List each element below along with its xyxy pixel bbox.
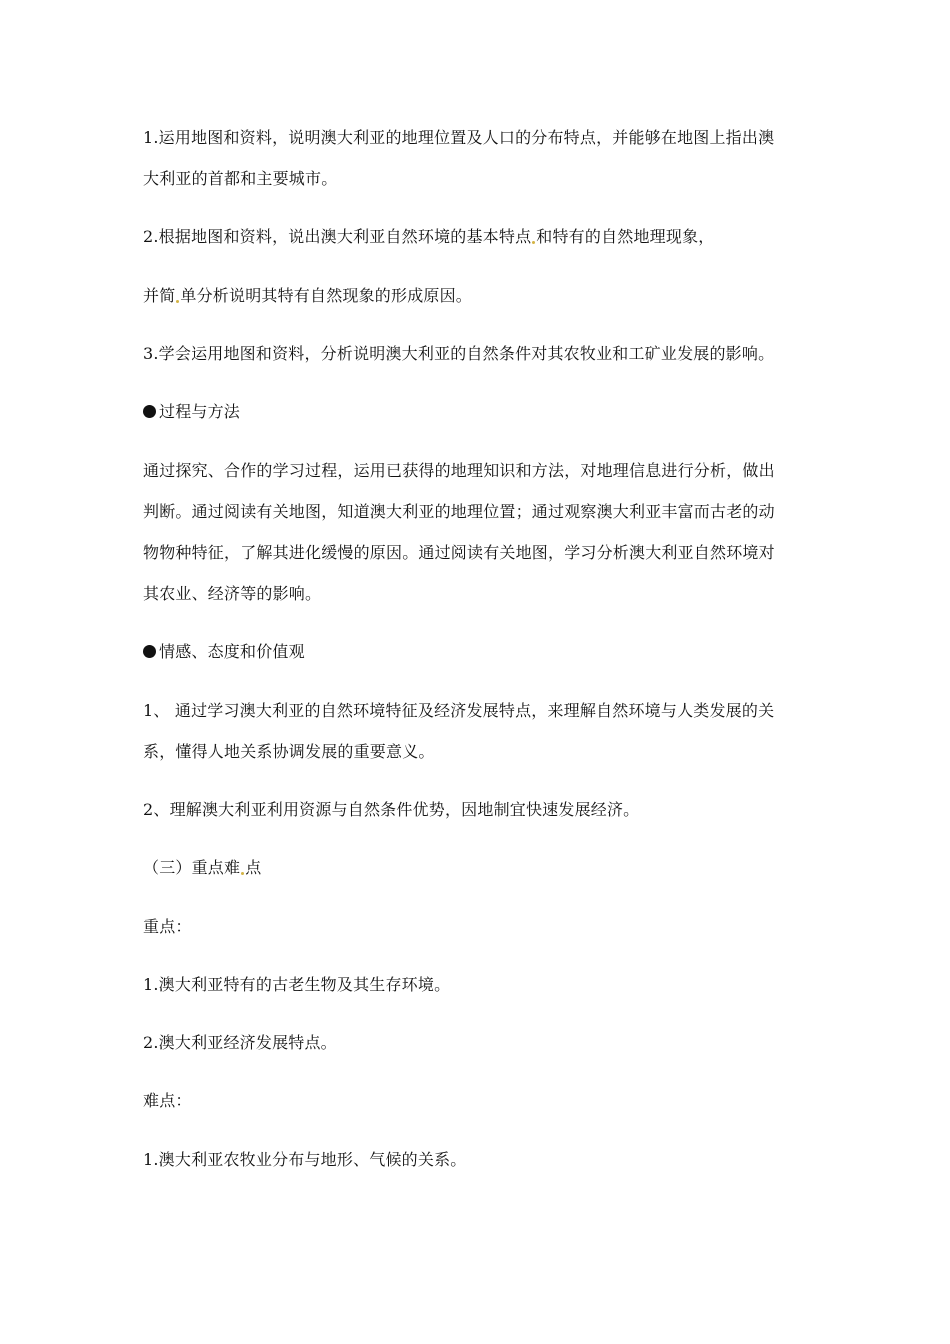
knowledge-item-2 [143,227,813,247]
process-heading [143,402,813,422]
values-item-2: 2、理解澳大利亚利用资源与自然条件优势，因地制宜快速发展经济。 [143,800,640,819]
knowledge-item-2-cont-text-b: 单分析说明其特有自然现象的形成原因。 [180,286,473,305]
bullet-icon [143,645,156,658]
revision-mark-icon [532,241,535,244]
bullet-icon [143,405,156,418]
values-heading [143,642,813,662]
knowledge-item-2-text-b: 和特有的自然地理现象， [536,227,715,246]
key-point-2: 2.澳大利亚经济发展特点。 [143,1033,337,1052]
knowledge-item-3: 3.学会运用地图和资料，分析说明澳大利亚的自然条件对其农牧业和工矿业发展的影响。 [143,344,775,363]
values-heading-text: 情感、态度和价值观 [159,642,305,661]
process-line-2: 判断。通过阅读有关地图，知道澳大利亚的地理位置；通过观察澳大利亚丰富而古老的动 [143,502,775,521]
knowledge-item-2-continued [143,286,813,306]
knowledge-item-1-line-1: 1.运用地图和资料，说明澳大利亚的地理位置及人口的分布特点，并能够在地图上指出澳 [143,128,775,147]
difficult-points-label: 难点： [143,1091,192,1110]
knowledge-item-2-cont-text-a: 并简 [143,286,176,305]
revision-mark-icon [241,872,244,875]
focus-heading [143,858,813,878]
key-point-1: 1.澳大利亚特有的古老生物及其生存环境。 [143,975,451,994]
focus-heading-text-b: 点 [245,858,262,877]
process-line-4: 其农业、经济等的影响。 [143,584,322,603]
values-item-1-line-2: 系，懂得人地关系协调发展的重要意义。 [143,742,435,761]
key-points-label: 重点： [143,917,192,936]
knowledge-item-1-line-2: 大利亚的首都和主要城市。 [143,169,338,188]
focus-heading-text-a: （三）重点难 [143,858,241,877]
revision-mark-icon [176,300,179,303]
process-heading-text: 过程与方法 [159,402,241,421]
process-line-1: 通过探究、合作的学习过程，运用已获得的地理知识和方法，对地理信息进行分析，做出 [143,461,775,480]
knowledge-item-2-text-a: 2.根据地图和资料，说出澳大利亚自然环境的基本特点 [143,227,532,246]
values-item-1-line-1: 1、 通过学习澳大利亚的自然环境特征及经济发展特点，来理解自然环境与人类发展的关 [143,701,775,720]
process-line-3: 物物种特征，了解其进化缓慢的原因。通过阅读有关地图，学习分析澳大利亚自然环境对 [143,543,775,562]
difficult-point-1: 1.澳大利亚农牧业分布与地形、气候的关系。 [143,1150,467,1169]
